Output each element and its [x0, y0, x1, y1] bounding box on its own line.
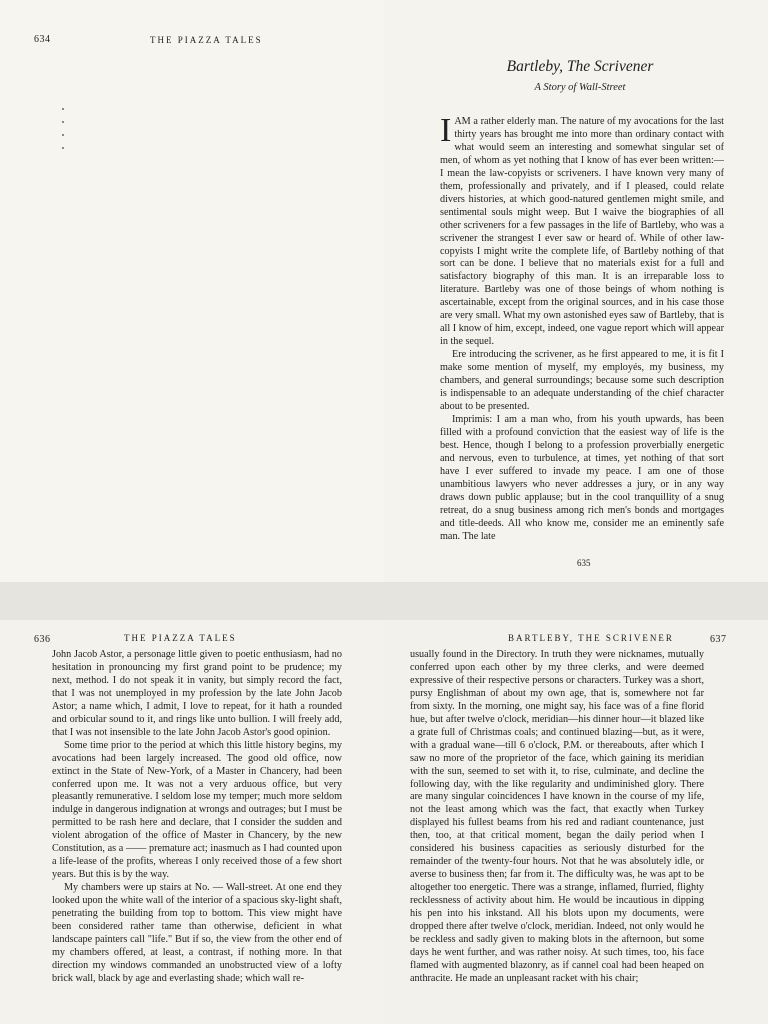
folio-634: 634: [34, 34, 51, 45]
margin-marks: [62, 108, 65, 148]
story-title: Bartleby, The Scrivener: [506, 58, 654, 75]
paragraph-3: My chambers were up stairs at No. — Wall-street. At one end they looked upon the white wall of the interior of a spacious sky-light shaft, penetrating the building from top to bottom. This view might have been considered rather tame than otherwise, deficient in what landscape painters call "life." But if so, the view from the other end of my chambers offered, at least, a contrast, if nothing more. In that direction my windows commanded an unobstructed view of a lofty brick wall, black by age and everlasting shade; which wall re-: [52, 882, 342, 984]
folio-636: 636: [34, 634, 51, 645]
paragraph-2: Some time prior to the period at which this little history begins, my avocations had been largely increased. The good old office, now extinct in the State of New-York, of a Master in Chancery, had been conferred upon me. It was not a very arduous office, but very pleasantly remunerative. I seldom lose my temper; much more seldom indulge in dangerous indignation at wrongs and outrages; but I must be permitted to be rash here and declare, that I consider the sudden and violent abrogation of the office of Master in Chancery, by the new Constitution, as a —— premature act; inasmuch as I had counted upon a life-lease of the profits, whereas I only received those of a few short years. But this is by the way.: [52, 739, 343, 881]
body-text-636: [52, 649, 342, 986]
drop-cap: I: [440, 112, 452, 149]
story-subtitle: A Story of Wall-Street: [534, 82, 626, 93]
paragraph-3: Imprimis: I am a man who, from his youth upwards, has been filled with a profound conviction that the easiest way of life is the best. Hence, though I belong to a profession proverbially energetic and nervous, even to turbulence, at times, yet nothing of that sort have I ever suffered to invade my peace. I am one of those unambitious lawyers who never addresses a jury, or in any way draws down public applause; but in the cool tranquillity of a snug retreat, do a snug business among rich men's bonds and mortgages and title-deeds. All who know me, consider me an eminently safe man. The late: [440, 413, 724, 542]
paragraph-2: Ere introducing the scrivener, as he first appeared to me, it is fit I make some mention of myself, my employés, my business, my chambers, and general surroundings; because some such description is indispensable to an adequate understanding of the chief character about to be presented.: [440, 349, 724, 412]
paragraph-1: [440, 112, 724, 349]
paragraph-1: usually found in the Directory. In truth they were nicknames, mutually conferred upon each other by my three clerks, and were deemed expressive of their respective persons or characters. Turkey was a short, pursy Englishman of about my own age, that is, somewhere not far from sixty. In the morning, one might say, his face was of a fine florid hue, but after twelve o'clock, meridian—his dinner hour—it blazed like a grate full of Christmas coals; and continued blazing—but, as it were, with a gradual wane—till 6 o'clock, P.M. or thereabouts, after which I saw no more of the proprietor of the face, which gaining its meridian with the sun, seemed to set with it, to rise, culminate, and decline the following day, with the like regularity and undiminished glory. There are many singular coincidences I have known in the course of my life, not the least among which was the fact, that exactly when Turkey displayed his fullest beams from his red and radiant countenance, just then, too, at that critical moment, began the daily period when I considered his business capacities as seriously disturbed for the remainder of the twenty-four hours. Not that he was absolutely idle, or averse to business then; far from it. The difficulty was, he was apt to be altogether too energetic. There was a strange, inflamed, flurried, flighty recklessness of activity about him. He would be incautious in dipping his pen into his inkstand. All his blots upon my documents, were dropped there after twelve o'clock, meridian. Indeed, not only would he be reckless and sadly given to making blots in the afternoon, but some days he went further, and was rather noisy. At such times, too, his face flamed with augmented blazonry, as if cannel coal had been heaped on anthracite. He made an unpleasant racket with his chair;: [410, 649, 704, 984]
folio-637: 637: [710, 634, 727, 645]
page-634: [0, 0, 384, 582]
footer-folio-635: 635: [577, 558, 591, 568]
running-head-634: THE PIAZZA TALES: [150, 35, 263, 45]
body-text-637: [410, 649, 704, 986]
paragraph-1: John Jacob Astor, a personage little given to poetic enthusiasm, had no hesitation in pronouncing my first grand point to be prudence; my next, method. I do not speak it in vanity, but simply record the fact, that I was not unemployed in my profession by the late John Jacob Astor; a name which, I admit, I love to repeat, for it hath a rounded and orbicular sound to it, and rings like unto bullion. I will freely add, that I was not insensible to the late John Jacob Astor's good opinion.: [52, 649, 342, 738]
running-head-636: THE PIAZZA TALES: [124, 633, 237, 643]
spread-gap: [0, 582, 768, 620]
paragraph-1-text: AM a rather elderly man. The nature of my avocations for the last thirty years has brought me into more than ordinary contact with what would seem an interesting and somewhat singular set of men, of whom as yet nothing that I know of has ever been written:—I mean the law-copyists or scriveners. I have known very many of them, professionally and privately, and if I pleased, could relate divers histories, at which good-natured gentlemen might smile, and sentimental souls might weep. But I waive the biographies of all other scriveners for a few passages in the life of Bartleby, who was a scrivener the strangest I ever saw or heard of. While of other law-copyists I might write the complete life, of Bartleby nothing of that sort can be done. I believe that no materials exist for a full and satisfactory biography of this man. It is an irreparable loss to literature. Bartleby was one of those beings of whom nothing is ascertainable, except from the original sources, and in his case those are very small. What my own astonished eyes saw of Bartleby, that is all I know of him, except, indeed, one vague report which will appear in the sequel.: [440, 116, 724, 348]
body-text-635: [440, 112, 724, 543]
running-head-637: BARTLEBY, THE SCRIVENER: [508, 633, 674, 643]
